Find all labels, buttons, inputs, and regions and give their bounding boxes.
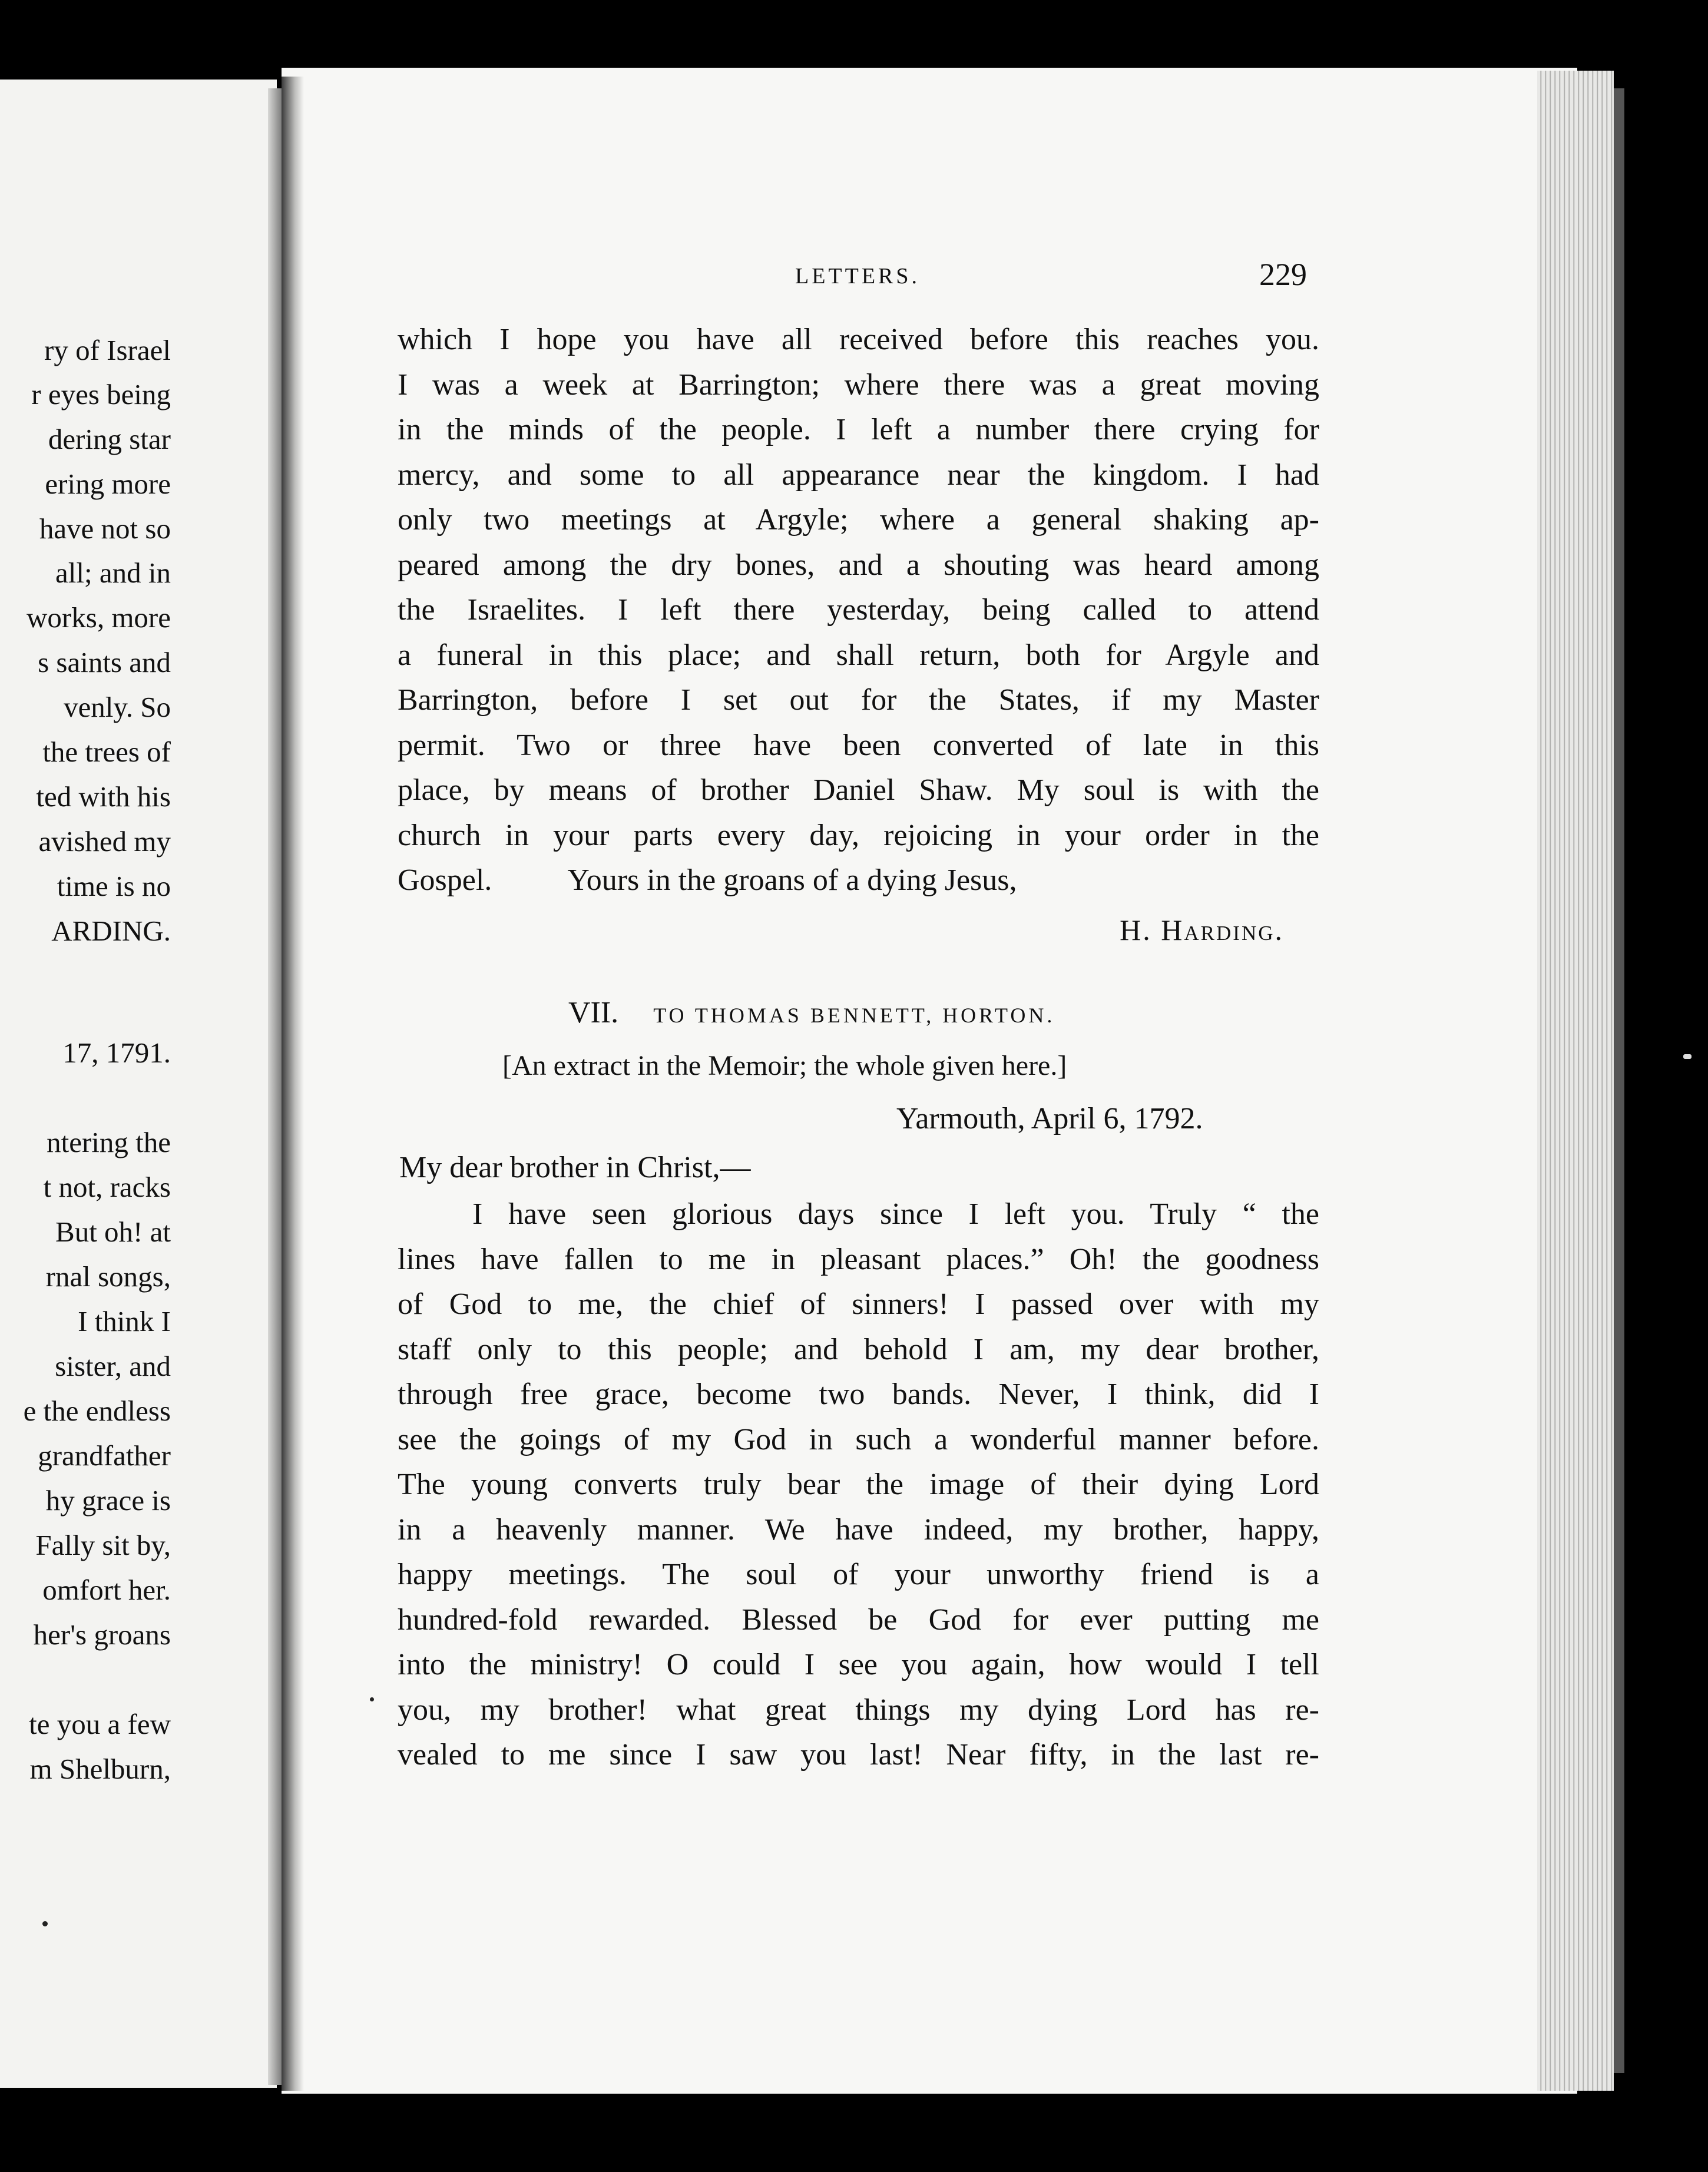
text-line: mercy, and some to all appearance near the kingdom. I had xyxy=(398,458,1319,492)
ink-speck xyxy=(370,1697,374,1701)
ink-speck xyxy=(1683,1054,1692,1059)
previous-page-line: ntering the xyxy=(47,1126,171,1158)
letter-recipient: TO THOMAS BENNETT, HORTON. xyxy=(653,1004,1055,1027)
previous-page-line: t not, racks xyxy=(43,1171,171,1203)
book-cover-edge xyxy=(1614,88,1624,2073)
previous-page-line: te you a few xyxy=(29,1708,171,1740)
page-number: 229 xyxy=(1259,257,1307,292)
text-line: in the minds of the people. I left a number there crying for xyxy=(398,413,1319,446)
text-line: you, my brother! what great things my dying Lord has re- xyxy=(398,1693,1319,1727)
text-line: only two meetings at Argyle; where a general shaking ap- xyxy=(398,503,1319,537)
text-line: lines have fallen to me in pleasant places.” Oh! the goodness xyxy=(398,1242,1319,1276)
text-line: Gospel. Yours in the groans of a dying Jesus, xyxy=(398,863,1017,897)
previous-page-line: the trees of xyxy=(42,736,171,768)
previous-page xyxy=(0,80,277,2088)
previous-page-line: Fally sit by, xyxy=(35,1529,171,1561)
previous-page-line: avished my xyxy=(38,825,171,857)
previous-page-line: grandfather xyxy=(38,1439,171,1472)
text-line: church in your parts every day, rejoicing in your order in the xyxy=(398,818,1319,852)
text-line: happy meetings. The soul of your unworthy friend is a xyxy=(398,1558,1319,1591)
text-line: permit. Two or three have been converted of late in this xyxy=(398,728,1319,762)
text-line: place, by means of brother Daniel Shaw. My soul is with the xyxy=(398,773,1319,807)
letter-heading xyxy=(568,995,1055,1030)
previous-page-line: m Shelburn, xyxy=(29,1753,171,1785)
text-line: I was a week at Barrington; where there was a great moving xyxy=(398,367,1319,402)
previous-page-line: rnal songs, xyxy=(45,1260,171,1293)
dateline: Yarmouth, April 6, 1792. xyxy=(896,1102,1203,1135)
previous-page-line: venly. So xyxy=(64,691,171,723)
previous-page-line: ARDING. xyxy=(51,915,171,947)
letter-number: VII. xyxy=(568,996,619,1029)
previous-page-line: dering star xyxy=(48,423,171,455)
text-line: I have seen glorious days since I left you. Truly “ the xyxy=(472,1197,1319,1231)
previous-page-line: r eyes being xyxy=(31,378,171,410)
previous-page-line: But oh! at xyxy=(55,1216,171,1248)
text-line: vealed to me since I saw you last! Near fifty, in the last re- xyxy=(398,1738,1319,1772)
previous-page-line: s saints and xyxy=(38,646,171,678)
running-head: LETTERS. xyxy=(795,264,921,289)
previous-page-line: I think I xyxy=(78,1305,171,1337)
ink-speck xyxy=(42,1921,48,1926)
text-line: hundred-fold rewarded. Blessed be God for ever putting me xyxy=(398,1602,1319,1637)
text-line: peared among the dry bones, and a shouting was heard among xyxy=(398,548,1319,582)
previous-page-line: ted with his xyxy=(36,780,171,813)
signature xyxy=(1120,913,1284,947)
previous-page-line: works, more xyxy=(27,601,171,634)
salutation: My dear brother in Christ,— xyxy=(399,1151,751,1184)
text-line: through free grace, become two bands. Never, I think, did I xyxy=(398,1378,1319,1411)
previous-page-line: hy grace is xyxy=(45,1484,171,1517)
previous-page-line: e the endless xyxy=(23,1395,171,1427)
text-line: which I hope you have all received before this reaches you. xyxy=(398,323,1319,356)
text-line: see the goings of my God in such a wonderful manner before. xyxy=(398,1422,1319,1456)
text-line: Barrington, before I set out for the States, if my Master xyxy=(398,683,1319,717)
text-line: into the ministry! O could I see you again, how would I tell xyxy=(398,1648,1319,1681)
gutter-shadow xyxy=(282,77,304,2091)
previous-page-line: time is no xyxy=(57,870,171,902)
previous-page-line: 17, 1791. xyxy=(62,1037,171,1069)
text-line: staff only to this people; and behold I am, my dear brother, xyxy=(398,1332,1319,1366)
previous-page-line: sister, and xyxy=(55,1350,171,1382)
previous-page-line: ry of Israel xyxy=(44,334,171,366)
text-line: of God to me, the chief of sinners! I passed over with my xyxy=(398,1287,1319,1321)
editorial-note: [An extract in the Memoir; the whole given here.] xyxy=(502,1050,1067,1081)
text-line: in a heavenly manner. We have indeed, my brother, happy, xyxy=(398,1512,1319,1547)
text-line: The young converts truly bear the image of their dying Lord xyxy=(398,1468,1319,1501)
previous-page-line: all; and in xyxy=(55,557,171,589)
previous-page-line: ering more xyxy=(45,468,171,500)
text-line: a funeral in this place; and shall return, both for Argyle and xyxy=(398,638,1319,672)
previous-page-line: her's groans xyxy=(33,1618,171,1651)
text-line: the Israelites. I left there yesterday, being called to attend xyxy=(398,593,1319,627)
previous-page-line: omfort her. xyxy=(42,1574,171,1606)
previous-page-line: have not so xyxy=(39,512,171,545)
page-edges xyxy=(1537,71,1614,2091)
signature-text: H. Harding. xyxy=(1120,913,1284,946)
